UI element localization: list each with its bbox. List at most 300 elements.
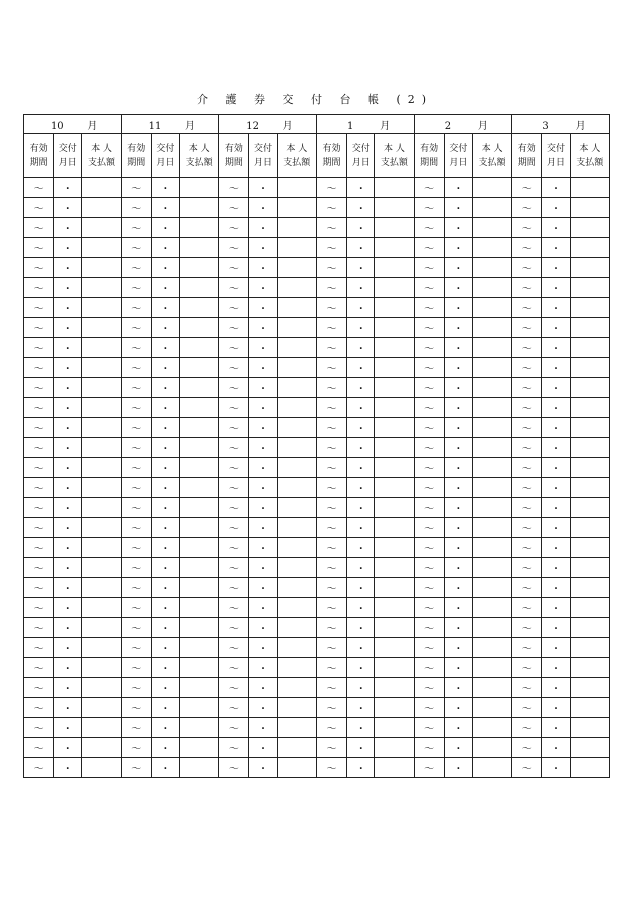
issue-date-header bbox=[54, 134, 82, 178]
personal-payment-cell bbox=[82, 178, 121, 198]
validity-period-cell: ～ bbox=[24, 738, 54, 758]
personal-payment-cell bbox=[375, 598, 414, 618]
issue-date-cell: ・ bbox=[347, 438, 375, 458]
validity-period-cell: ～ bbox=[316, 538, 346, 558]
month-number: 10 bbox=[50, 120, 64, 132]
validity-period-cell: ～ bbox=[414, 358, 444, 378]
validity-period-cell: ～ bbox=[316, 518, 346, 538]
issue-date-cell: ・ bbox=[542, 538, 570, 558]
issue-date-cell: ・ bbox=[54, 438, 82, 458]
personal-payment-cell bbox=[375, 538, 414, 558]
personal-payment-cell bbox=[570, 178, 609, 198]
personal-payment-cell bbox=[277, 558, 316, 578]
issue-date-cell: ・ bbox=[347, 498, 375, 518]
validity-period-cell: ～ bbox=[219, 558, 249, 578]
issue-date-header-line: 交付 bbox=[254, 143, 273, 154]
issue-date-cell: ・ bbox=[542, 618, 570, 638]
validity-period-header-line: 期間 bbox=[224, 157, 243, 168]
validity-period-cell: ～ bbox=[414, 718, 444, 738]
validity-period-cell: ～ bbox=[219, 478, 249, 498]
personal-payment-cell bbox=[180, 578, 219, 598]
issue-date-cell: ・ bbox=[151, 538, 179, 558]
issue-date-cell: ・ bbox=[542, 258, 570, 278]
validity-period-cell: ～ bbox=[121, 458, 151, 478]
personal-payment-cell bbox=[82, 338, 121, 358]
personal-payment-cell bbox=[180, 618, 219, 638]
issue-date-cell: ・ bbox=[249, 678, 277, 698]
validity-period-cell: ～ bbox=[316, 738, 346, 758]
personal-payment-cell bbox=[375, 638, 414, 658]
issue-date-cell: ・ bbox=[151, 418, 179, 438]
issue-date-header-line: 月日 bbox=[156, 157, 175, 168]
issue-date-cell: ・ bbox=[54, 578, 82, 598]
personal-payment-cell bbox=[180, 738, 219, 758]
personal-payment-cell bbox=[472, 638, 511, 658]
issue-date-cell: ・ bbox=[249, 738, 277, 758]
issue-date-cell: ・ bbox=[347, 598, 375, 618]
personal-payment-cell bbox=[82, 578, 121, 598]
validity-period-cell: ～ bbox=[121, 678, 151, 698]
validity-period-header-line: 有効 bbox=[127, 143, 146, 154]
issue-date-cell: ・ bbox=[151, 398, 179, 418]
personal-payment-cell bbox=[375, 578, 414, 598]
issue-date-cell: ・ bbox=[249, 238, 277, 258]
validity-period-cell: ～ bbox=[512, 538, 542, 558]
validity-period-cell: ～ bbox=[24, 678, 54, 698]
validity-period-cell: ～ bbox=[24, 338, 54, 358]
validity-period-cell: ～ bbox=[121, 658, 151, 678]
validity-period-cell: ～ bbox=[24, 438, 54, 458]
validity-period-cell: ～ bbox=[414, 558, 444, 578]
validity-period-cell: ～ bbox=[512, 738, 542, 758]
validity-period-cell: ～ bbox=[512, 758, 542, 778]
validity-period-cell: ～ bbox=[512, 578, 542, 598]
issue-date-cell: ・ bbox=[249, 498, 277, 518]
validity-period-cell: ～ bbox=[512, 238, 542, 258]
validity-period-cell: ～ bbox=[512, 218, 542, 238]
issue-date-cell: ・ bbox=[444, 238, 472, 258]
validity-period-cell: ～ bbox=[414, 518, 444, 538]
issue-date-cell: ・ bbox=[347, 198, 375, 218]
personal-payment-cell bbox=[277, 218, 316, 238]
validity-period-cell: ～ bbox=[414, 638, 444, 658]
personal-payment-cell bbox=[375, 178, 414, 198]
validity-period-cell: ～ bbox=[512, 438, 542, 458]
personal-payment-cell bbox=[472, 498, 511, 518]
personal-payment-header-line: 支払額 bbox=[478, 157, 506, 168]
validity-period-cell: ～ bbox=[414, 318, 444, 338]
issue-date-cell: ・ bbox=[542, 418, 570, 438]
validity-period-cell: ～ bbox=[121, 378, 151, 398]
personal-payment-cell bbox=[472, 538, 511, 558]
personal-payment-cell bbox=[570, 518, 609, 538]
personal-payment-cell bbox=[570, 358, 609, 378]
issue-date-cell: ・ bbox=[444, 578, 472, 598]
month-header bbox=[121, 115, 219, 134]
personal-payment-cell bbox=[472, 398, 511, 418]
validity-period-cell: ～ bbox=[316, 498, 346, 518]
issue-date-cell: ・ bbox=[54, 378, 82, 398]
issue-date-header-line: 月日 bbox=[449, 157, 468, 168]
personal-payment-header-line: 本 人 bbox=[188, 143, 210, 154]
table-row bbox=[24, 318, 610, 338]
validity-period-cell: ～ bbox=[414, 338, 444, 358]
ledger-body bbox=[24, 178, 610, 778]
issue-date-cell: ・ bbox=[249, 318, 277, 338]
issue-date-cell: ・ bbox=[54, 738, 82, 758]
personal-payment-cell bbox=[472, 458, 511, 478]
issue-date-cell: ・ bbox=[347, 518, 375, 538]
table-row bbox=[24, 738, 610, 758]
validity-period-cell: ～ bbox=[219, 378, 249, 398]
issue-date-cell: ・ bbox=[347, 378, 375, 398]
validity-period-cell: ～ bbox=[24, 278, 54, 298]
personal-payment-cell bbox=[472, 658, 511, 678]
personal-payment-cell bbox=[277, 318, 316, 338]
validity-period-cell: ～ bbox=[121, 538, 151, 558]
validity-period-cell: ～ bbox=[316, 658, 346, 678]
validity-period-cell: ～ bbox=[414, 238, 444, 258]
personal-payment-cell bbox=[375, 758, 414, 778]
validity-period-cell: ～ bbox=[512, 298, 542, 318]
validity-period-cell: ～ bbox=[512, 618, 542, 638]
issue-date-cell: ・ bbox=[542, 438, 570, 458]
personal-payment-cell bbox=[277, 438, 316, 458]
table-row bbox=[24, 618, 610, 638]
personal-payment-cell bbox=[570, 718, 609, 738]
personal-payment-cell bbox=[82, 458, 121, 478]
validity-period-cell: ～ bbox=[414, 378, 444, 398]
personal-payment-cell bbox=[570, 398, 609, 418]
page-title: 介 護 券 交 付 台 帳 (2) bbox=[196, 93, 434, 106]
issue-date-cell: ・ bbox=[54, 598, 82, 618]
validity-period-cell: ～ bbox=[414, 198, 444, 218]
issue-date-cell: ・ bbox=[444, 698, 472, 718]
issue-date-cell: ・ bbox=[151, 278, 179, 298]
issue-date-header-line: 交付 bbox=[449, 143, 468, 154]
validity-period-cell: ～ bbox=[121, 718, 151, 738]
validity-period-cell: ～ bbox=[316, 338, 346, 358]
personal-payment-cell bbox=[570, 618, 609, 638]
personal-payment-cell bbox=[472, 238, 511, 258]
validity-period-cell: ～ bbox=[316, 438, 346, 458]
issue-date-cell: ・ bbox=[444, 538, 472, 558]
personal-payment-cell bbox=[277, 418, 316, 438]
personal-payment-cell bbox=[82, 638, 121, 658]
validity-period-cell: ～ bbox=[24, 458, 54, 478]
personal-payment-header-line: 本 人 bbox=[579, 143, 601, 154]
validity-period-cell: ～ bbox=[219, 238, 249, 258]
subheader-row bbox=[24, 134, 610, 178]
issue-date-cell: ・ bbox=[542, 758, 570, 778]
personal-payment-cell bbox=[375, 478, 414, 498]
issue-date-cell: ・ bbox=[444, 438, 472, 458]
validity-period-cell: ～ bbox=[121, 398, 151, 418]
issue-date-cell: ・ bbox=[542, 658, 570, 678]
personal-payment-cell bbox=[472, 758, 511, 778]
table-row bbox=[24, 678, 610, 698]
issue-date-cell: ・ bbox=[54, 258, 82, 278]
personal-payment-cell bbox=[82, 318, 121, 338]
personal-payment-header-line: 本 人 bbox=[481, 143, 503, 154]
personal-payment-cell bbox=[180, 198, 219, 218]
validity-period-cell: ～ bbox=[414, 598, 444, 618]
validity-period-cell: ～ bbox=[24, 418, 54, 438]
table-row bbox=[24, 458, 610, 478]
personal-payment-cell bbox=[180, 658, 219, 678]
validity-period-cell: ～ bbox=[414, 538, 444, 558]
issue-date-cell: ・ bbox=[249, 458, 277, 478]
validity-period-cell: ～ bbox=[512, 598, 542, 618]
month-unit: 月 bbox=[380, 120, 391, 132]
validity-period-header-line: 期間 bbox=[517, 157, 536, 168]
personal-payment-cell bbox=[375, 418, 414, 438]
personal-payment-cell bbox=[277, 258, 316, 278]
personal-payment-cell bbox=[277, 358, 316, 378]
issue-date-cell: ・ bbox=[54, 458, 82, 478]
validity-period-cell: ～ bbox=[414, 618, 444, 638]
validity-period-cell: ～ bbox=[414, 298, 444, 318]
issue-date-cell: ・ bbox=[54, 198, 82, 218]
issue-date-cell: ・ bbox=[444, 198, 472, 218]
validity-period-cell: ～ bbox=[414, 658, 444, 678]
personal-payment-cell bbox=[277, 278, 316, 298]
personal-payment-cell bbox=[570, 418, 609, 438]
issue-date-cell: ・ bbox=[249, 178, 277, 198]
personal-payment-cell bbox=[375, 198, 414, 218]
table-row bbox=[24, 378, 610, 398]
personal-payment-cell bbox=[375, 698, 414, 718]
issue-date-cell: ・ bbox=[54, 398, 82, 418]
issue-date-cell: ・ bbox=[249, 258, 277, 278]
issue-date-cell: ・ bbox=[542, 378, 570, 398]
issue-date-cell: ・ bbox=[54, 178, 82, 198]
personal-payment-cell bbox=[277, 178, 316, 198]
personal-payment-cell bbox=[472, 678, 511, 698]
validity-period-cell: ～ bbox=[316, 198, 346, 218]
validity-period-cell: ～ bbox=[316, 698, 346, 718]
personal-payment-header-line: 支払額 bbox=[185, 157, 213, 168]
validity-period-cell: ～ bbox=[316, 238, 346, 258]
validity-period-header-line: 有効 bbox=[29, 143, 48, 154]
personal-payment-cell bbox=[180, 698, 219, 718]
personal-payment-cell bbox=[472, 598, 511, 618]
personal-payment-cell bbox=[82, 538, 121, 558]
personal-payment-header bbox=[277, 134, 316, 178]
table-row bbox=[24, 338, 610, 358]
personal-payment-cell bbox=[180, 638, 219, 658]
issue-date-cell: ・ bbox=[54, 758, 82, 778]
validity-period-cell: ～ bbox=[121, 738, 151, 758]
issue-date-cell: ・ bbox=[151, 678, 179, 698]
issue-date-cell: ・ bbox=[249, 478, 277, 498]
validity-period-cell: ～ bbox=[24, 178, 54, 198]
issue-date-cell: ・ bbox=[444, 498, 472, 518]
issue-date-cell: ・ bbox=[347, 678, 375, 698]
personal-payment-cell bbox=[277, 758, 316, 778]
validity-period-cell: ～ bbox=[121, 638, 151, 658]
personal-payment-cell bbox=[82, 358, 121, 378]
issue-date-cell: ・ bbox=[151, 518, 179, 538]
validity-period-cell: ～ bbox=[219, 498, 249, 518]
issue-date-cell: ・ bbox=[444, 318, 472, 338]
issue-date-cell: ・ bbox=[542, 298, 570, 318]
issue-date-header-line: 交付 bbox=[546, 143, 565, 154]
validity-period-header bbox=[219, 134, 249, 178]
validity-period-cell: ～ bbox=[121, 258, 151, 278]
personal-payment-cell bbox=[570, 238, 609, 258]
validity-period-cell: ～ bbox=[219, 638, 249, 658]
issue-date-cell: ・ bbox=[542, 718, 570, 738]
validity-period-cell: ～ bbox=[24, 698, 54, 718]
issue-date-cell: ・ bbox=[151, 698, 179, 718]
issue-date-cell: ・ bbox=[151, 258, 179, 278]
validity-period-cell: ～ bbox=[219, 438, 249, 458]
issue-date-cell: ・ bbox=[444, 718, 472, 738]
issue-date-cell: ・ bbox=[347, 218, 375, 238]
personal-payment-cell bbox=[472, 618, 511, 638]
issue-date-cell: ・ bbox=[542, 218, 570, 238]
validity-period-header-line: 期間 bbox=[29, 157, 48, 168]
validity-period-cell: ～ bbox=[316, 398, 346, 418]
personal-payment-cell bbox=[570, 578, 609, 598]
validity-period-cell: ～ bbox=[414, 418, 444, 438]
personal-payment-cell bbox=[472, 298, 511, 318]
validity-period-header-line: 有効 bbox=[517, 143, 536, 154]
personal-payment-cell bbox=[277, 398, 316, 418]
validity-period-cell: ～ bbox=[219, 358, 249, 378]
personal-payment-header bbox=[180, 134, 219, 178]
personal-payment-cell bbox=[375, 618, 414, 638]
validity-period-cell: ～ bbox=[219, 658, 249, 678]
validity-period-cell: ～ bbox=[121, 358, 151, 378]
personal-payment-cell bbox=[82, 198, 121, 218]
personal-payment-cell bbox=[180, 598, 219, 618]
table-row bbox=[24, 218, 610, 238]
personal-payment-cell bbox=[375, 338, 414, 358]
personal-payment-cell bbox=[375, 718, 414, 738]
issue-date-cell: ・ bbox=[347, 738, 375, 758]
issue-date-cell: ・ bbox=[151, 198, 179, 218]
personal-payment-cell bbox=[180, 538, 219, 558]
validity-period-cell: ～ bbox=[414, 738, 444, 758]
issue-date-cell: ・ bbox=[151, 238, 179, 258]
issue-date-cell: ・ bbox=[54, 698, 82, 718]
issue-date-cell: ・ bbox=[151, 378, 179, 398]
validity-period-cell: ～ bbox=[512, 318, 542, 338]
validity-period-cell: ～ bbox=[512, 498, 542, 518]
month-header bbox=[219, 115, 317, 134]
table-row bbox=[24, 658, 610, 678]
validity-period-cell: ～ bbox=[316, 178, 346, 198]
validity-period-cell: ～ bbox=[219, 278, 249, 298]
issue-date-cell: ・ bbox=[347, 358, 375, 378]
issue-date-cell: ・ bbox=[444, 278, 472, 298]
validity-period-cell: ～ bbox=[512, 518, 542, 538]
validity-period-cell: ～ bbox=[316, 558, 346, 578]
personal-payment-cell bbox=[472, 438, 511, 458]
validity-period-cell: ～ bbox=[316, 298, 346, 318]
personal-payment-cell bbox=[375, 678, 414, 698]
issue-date-cell: ・ bbox=[347, 638, 375, 658]
table-row bbox=[24, 438, 610, 458]
validity-period-cell: ～ bbox=[414, 578, 444, 598]
table-row bbox=[24, 238, 610, 258]
issue-date-cell: ・ bbox=[249, 578, 277, 598]
issue-date-cell: ・ bbox=[249, 398, 277, 418]
issue-date-cell: ・ bbox=[249, 218, 277, 238]
personal-payment-cell bbox=[570, 278, 609, 298]
validity-period-cell: ～ bbox=[219, 218, 249, 238]
personal-payment-cell bbox=[277, 618, 316, 638]
issue-date-cell: ・ bbox=[54, 678, 82, 698]
issue-date-cell: ・ bbox=[444, 618, 472, 638]
personal-payment-cell bbox=[472, 318, 511, 338]
personal-payment-cell bbox=[570, 438, 609, 458]
issue-date-header-line: 交付 bbox=[351, 143, 370, 154]
personal-payment-cell bbox=[277, 718, 316, 738]
issue-date-cell: ・ bbox=[347, 538, 375, 558]
issue-date-header bbox=[347, 134, 375, 178]
personal-payment-cell bbox=[472, 698, 511, 718]
issue-date-cell: ・ bbox=[347, 658, 375, 678]
table-row bbox=[24, 298, 610, 318]
personal-payment-cell bbox=[180, 458, 219, 478]
personal-payment-cell bbox=[375, 238, 414, 258]
validity-period-cell: ～ bbox=[316, 678, 346, 698]
validity-period-cell: ～ bbox=[316, 618, 346, 638]
issue-date-cell: ・ bbox=[542, 518, 570, 538]
table-row bbox=[24, 538, 610, 558]
personal-payment-cell bbox=[82, 738, 121, 758]
personal-payment-cell bbox=[180, 418, 219, 438]
validity-period-cell: ～ bbox=[414, 498, 444, 518]
issue-date-cell: ・ bbox=[249, 378, 277, 398]
validity-period-cell: ～ bbox=[316, 278, 346, 298]
personal-payment-cell bbox=[180, 398, 219, 418]
personal-payment-cell bbox=[570, 338, 609, 358]
validity-period-cell: ～ bbox=[414, 438, 444, 458]
validity-period-cell: ～ bbox=[219, 618, 249, 638]
personal-payment-cell bbox=[570, 378, 609, 398]
issue-date-cell: ・ bbox=[542, 398, 570, 418]
validity-period-cell: ～ bbox=[24, 258, 54, 278]
validity-period-cell: ～ bbox=[316, 598, 346, 618]
issue-date-cell: ・ bbox=[54, 218, 82, 238]
personal-payment-cell bbox=[82, 438, 121, 458]
personal-payment-cell bbox=[375, 458, 414, 478]
personal-payment-cell bbox=[82, 718, 121, 738]
issue-date-cell: ・ bbox=[444, 258, 472, 278]
validity-period-cell: ～ bbox=[512, 258, 542, 278]
personal-payment-cell bbox=[277, 638, 316, 658]
validity-period-header bbox=[316, 134, 346, 178]
issue-date-cell: ・ bbox=[151, 438, 179, 458]
personal-payment-header-line: 支払額 bbox=[576, 157, 604, 168]
personal-payment-cell bbox=[180, 218, 219, 238]
validity-period-cell: ～ bbox=[24, 758, 54, 778]
issue-date-header bbox=[444, 134, 472, 178]
validity-period-cell: ～ bbox=[512, 558, 542, 578]
validity-period-cell: ～ bbox=[121, 478, 151, 498]
issue-date-cell: ・ bbox=[54, 618, 82, 638]
validity-period-cell: ～ bbox=[24, 318, 54, 338]
validity-period-cell: ～ bbox=[512, 418, 542, 438]
personal-payment-cell bbox=[375, 438, 414, 458]
issue-date-cell: ・ bbox=[347, 278, 375, 298]
validity-period-cell: ～ bbox=[121, 578, 151, 598]
validity-period-cell: ～ bbox=[219, 458, 249, 478]
